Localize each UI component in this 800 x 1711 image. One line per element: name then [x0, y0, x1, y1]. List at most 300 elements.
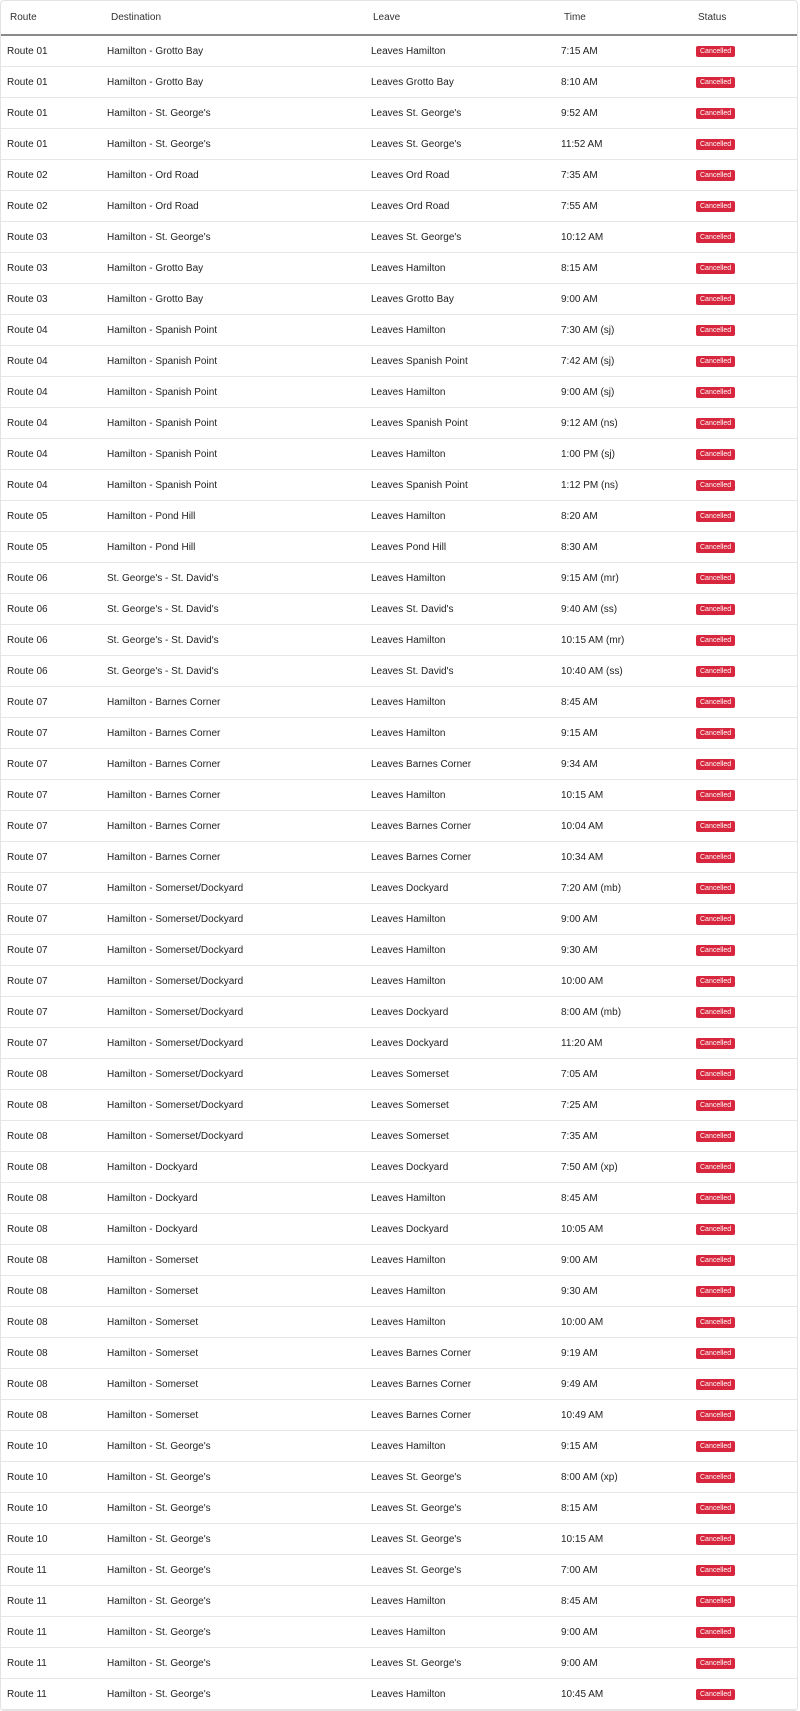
status-badge: Cancelled: [696, 666, 735, 677]
table-header: [1, 1, 797, 35]
status-badge: Cancelled: [696, 1472, 735, 1483]
cell-leave: Leaves Pond Hill: [371, 532, 561, 563]
cell-destination: Hamilton - Somerset/Dockyard: [107, 904, 371, 935]
cell-destination: Hamilton - Dockyard: [107, 1214, 371, 1245]
cell-destination: Hamilton - Somerset: [107, 1369, 371, 1400]
cell-destination: Hamilton - Ord Road: [107, 191, 371, 222]
table-row: [1, 1307, 797, 1338]
cell-route: Route 03: [1, 284, 107, 315]
cell-route: Route 08: [1, 1059, 107, 1090]
cell-time: 9:00 AM: [561, 1648, 696, 1679]
cell-destination: Hamilton - Pond Hill: [107, 501, 371, 532]
cell-status: [696, 1276, 797, 1307]
table-row: [1, 1493, 797, 1524]
cell-time: 10:00 AM: [561, 966, 696, 997]
cell-status: [696, 1555, 797, 1586]
cell-status: [696, 253, 797, 284]
cell-status: [696, 1338, 797, 1369]
cell-route: Route 01: [1, 67, 107, 98]
cell-leave: Leaves Hamilton: [371, 315, 561, 346]
table-row: [1, 749, 797, 780]
table-row: [1, 1152, 797, 1183]
cell-leave: Leaves Barnes Corner: [371, 1369, 561, 1400]
cell-leave: Leaves St. David's: [371, 656, 561, 687]
cell-leave: Leaves St. George's: [371, 129, 561, 160]
table-row: [1, 222, 797, 253]
cell-status: [696, 1183, 797, 1214]
cell-route: Route 08: [1, 1369, 107, 1400]
column-header-leave[interactable]: Leave: [371, 1, 561, 35]
table-row: [1, 532, 797, 563]
cell-status: [696, 1431, 797, 1462]
cell-destination: Hamilton - St. George's: [107, 1617, 371, 1648]
cell-route: Route 01: [1, 35, 107, 67]
cell-leave: Leaves Dockyard: [371, 1152, 561, 1183]
cell-time: 9:00 AM: [561, 904, 696, 935]
status-badge: Cancelled: [696, 697, 735, 708]
cell-leave: Leaves Ord Road: [371, 160, 561, 191]
cell-leave: Leaves Hamilton: [371, 935, 561, 966]
cell-route: Route 07: [1, 966, 107, 997]
table-body: [1, 35, 797, 1710]
cell-time: 9:52 AM: [561, 98, 696, 129]
cell-destination: Hamilton - Somerset/Dockyard: [107, 1059, 371, 1090]
cell-destination: Hamilton - Somerset: [107, 1245, 371, 1276]
cell-leave: Leaves Hamilton: [371, 35, 561, 67]
cell-status: [696, 1028, 797, 1059]
cell-route: Route 08: [1, 1152, 107, 1183]
cell-leave: Leaves Hamilton: [371, 501, 561, 532]
status-badge: Cancelled: [696, 480, 735, 491]
table-row: [1, 594, 797, 625]
table-row: [1, 811, 797, 842]
status-badge: Cancelled: [696, 883, 735, 894]
cell-leave: Leaves Dockyard: [371, 997, 561, 1028]
cell-route: Route 07: [1, 842, 107, 873]
status-badge: Cancelled: [696, 1503, 735, 1514]
cell-route: Route 08: [1, 1276, 107, 1307]
column-header-destination[interactable]: Destination: [107, 1, 371, 35]
cell-destination: Hamilton - Somerset/Dockyard: [107, 966, 371, 997]
cell-status: [696, 67, 797, 98]
table-row: [1, 408, 797, 439]
cell-leave: Leaves St. David's: [371, 594, 561, 625]
cell-destination: Hamilton - Dockyard: [107, 1183, 371, 1214]
status-badge: Cancelled: [696, 1131, 735, 1142]
table-row: [1, 1400, 797, 1431]
cell-status: [696, 470, 797, 501]
table-row: [1, 1462, 797, 1493]
status-badge: Cancelled: [696, 511, 735, 522]
cell-time: 7:05 AM: [561, 1059, 696, 1090]
table-row: [1, 129, 797, 160]
status-badge: Cancelled: [696, 945, 735, 956]
table-row: [1, 966, 797, 997]
status-badge: Cancelled: [696, 1069, 735, 1080]
cell-leave: Leaves St. George's: [371, 1555, 561, 1586]
cell-destination: Hamilton - Spanish Point: [107, 470, 371, 501]
cell-route: Route 03: [1, 253, 107, 284]
cell-time: 10:15 AM: [561, 1524, 696, 1555]
table-row: [1, 377, 797, 408]
cell-status: [696, 222, 797, 253]
cell-leave: Leaves Spanish Point: [371, 346, 561, 377]
cell-status: [696, 625, 797, 656]
table-row: [1, 1369, 797, 1400]
cell-status: [696, 315, 797, 346]
cell-status: [696, 377, 797, 408]
cell-status: [696, 842, 797, 873]
cell-leave: Leaves Spanish Point: [371, 408, 561, 439]
cell-route: Route 07: [1, 935, 107, 966]
cell-destination: Hamilton - Somerset/Dockyard: [107, 1090, 371, 1121]
cell-status: [696, 1369, 797, 1400]
cell-time: 8:00 AM (mb): [561, 997, 696, 1028]
cell-leave: Leaves Hamilton: [371, 253, 561, 284]
cell-destination: Hamilton - Grotto Bay: [107, 35, 371, 67]
table-row: [1, 1090, 797, 1121]
cell-time: 7:42 AM (sj): [561, 346, 696, 377]
cell-leave: Leaves Somerset: [371, 1059, 561, 1090]
status-badge: Cancelled: [696, 1193, 735, 1204]
status-badge: Cancelled: [696, 108, 735, 119]
cell-route: Route 04: [1, 408, 107, 439]
cell-leave: Leaves St. George's: [371, 1524, 561, 1555]
cell-destination: St. George's - St. David's: [107, 563, 371, 594]
cell-destination: Hamilton - Barnes Corner: [107, 780, 371, 811]
cell-route: Route 02: [1, 191, 107, 222]
status-badge: Cancelled: [696, 542, 735, 553]
cell-route: Route 01: [1, 129, 107, 160]
status-badge: Cancelled: [696, 1348, 735, 1359]
status-badge: Cancelled: [696, 170, 735, 181]
status-badge: Cancelled: [696, 1441, 735, 1452]
cell-time: 9:00 AM: [561, 284, 696, 315]
table-row: [1, 1121, 797, 1152]
status-badge: Cancelled: [696, 759, 735, 770]
cell-leave: Leaves Grotto Bay: [371, 284, 561, 315]
cell-leave: Leaves Hamilton: [371, 563, 561, 594]
cell-status: [696, 1679, 797, 1710]
table-row: [1, 160, 797, 191]
cell-leave: Leaves Spanish Point: [371, 470, 561, 501]
cell-status: [696, 1648, 797, 1679]
cell-status: [696, 1307, 797, 1338]
status-badge: Cancelled: [696, 1007, 735, 1018]
status-badge: Cancelled: [696, 77, 735, 88]
status-badge: Cancelled: [696, 263, 735, 274]
cell-leave: Leaves St. George's: [371, 98, 561, 129]
cell-leave: Leaves St. George's: [371, 1493, 561, 1524]
cell-status: [696, 98, 797, 129]
status-badge: Cancelled: [696, 139, 735, 150]
status-badge: Cancelled: [696, 790, 735, 801]
cell-time: 7:20 AM (mb): [561, 873, 696, 904]
cell-time: 8:45 AM: [561, 1586, 696, 1617]
cell-status: [696, 1586, 797, 1617]
cell-time: 8:15 AM: [561, 253, 696, 284]
cell-status: [696, 1400, 797, 1431]
status-badge: Cancelled: [696, 1100, 735, 1111]
cell-status: [696, 718, 797, 749]
table-row: [1, 1276, 797, 1307]
cell-destination: Hamilton - Grotto Bay: [107, 67, 371, 98]
cell-leave: Leaves Dockyard: [371, 1214, 561, 1245]
table-row: [1, 625, 797, 656]
cell-status: [696, 1524, 797, 1555]
status-badge: Cancelled: [696, 1534, 735, 1545]
cell-status: [696, 904, 797, 935]
cell-route: Route 04: [1, 439, 107, 470]
table-row: [1, 718, 797, 749]
status-badge: Cancelled: [696, 914, 735, 925]
cell-destination: Hamilton - Spanish Point: [107, 439, 371, 470]
cell-destination: Hamilton - St. George's: [107, 1555, 371, 1586]
cell-time: 10:12 AM: [561, 222, 696, 253]
cell-time: 7:15 AM: [561, 35, 696, 67]
table-row: [1, 563, 797, 594]
table-row: [1, 780, 797, 811]
cell-status: [696, 501, 797, 532]
status-badge: Cancelled: [696, 1255, 735, 1266]
status-badge: Cancelled: [696, 1286, 735, 1297]
cell-route: Route 07: [1, 780, 107, 811]
cell-route: Route 07: [1, 749, 107, 780]
status-badge: Cancelled: [696, 1317, 735, 1328]
cell-destination: Hamilton - Barnes Corner: [107, 811, 371, 842]
cell-time: 7:25 AM: [561, 1090, 696, 1121]
cell-time: 8:30 AM: [561, 532, 696, 563]
cell-route: Route 11: [1, 1555, 107, 1586]
cell-route: Route 10: [1, 1462, 107, 1493]
table-row: [1, 98, 797, 129]
cell-status: [696, 966, 797, 997]
cell-time: 10:45 AM: [561, 1679, 696, 1710]
cell-destination: Hamilton - Ord Road: [107, 160, 371, 191]
cell-time: 7:30 AM (sj): [561, 315, 696, 346]
table-row: [1, 687, 797, 718]
column-header-status[interactable]: Status: [696, 1, 797, 35]
cell-leave: Leaves Hamilton: [371, 904, 561, 935]
cell-time: 9:19 AM: [561, 1338, 696, 1369]
cell-destination: Hamilton - Somerset: [107, 1307, 371, 1338]
cell-destination: Hamilton - St. George's: [107, 222, 371, 253]
cell-time: 8:20 AM: [561, 501, 696, 532]
status-badge: Cancelled: [696, 1410, 735, 1421]
cell-route: Route 08: [1, 1307, 107, 1338]
cell-destination: Hamilton - Somerset/Dockyard: [107, 935, 371, 966]
cell-status: [696, 1214, 797, 1245]
status-badge: Cancelled: [696, 201, 735, 212]
cell-time: 9:15 AM (mr): [561, 563, 696, 594]
cell-leave: Leaves Hamilton: [371, 1679, 561, 1710]
table-row: [1, 439, 797, 470]
cell-status: [696, 563, 797, 594]
cell-route: Route 04: [1, 315, 107, 346]
cell-destination: Hamilton - Somerset/Dockyard: [107, 873, 371, 904]
cell-destination: Hamilton - Barnes Corner: [107, 842, 371, 873]
cell-leave: Leaves Hamilton: [371, 966, 561, 997]
cell-destination: Hamilton - Somerset/Dockyard: [107, 1028, 371, 1059]
cell-destination: Hamilton - Somerset/Dockyard: [107, 997, 371, 1028]
cell-route: Route 05: [1, 532, 107, 563]
cell-leave: Leaves Dockyard: [371, 873, 561, 904]
cell-route: Route 04: [1, 346, 107, 377]
status-badge: Cancelled: [696, 821, 735, 832]
cell-time: 10:34 AM: [561, 842, 696, 873]
status-badge: Cancelled: [696, 387, 735, 398]
cell-route: Route 06: [1, 563, 107, 594]
status-badge: Cancelled: [696, 573, 735, 584]
cell-route: Route 02: [1, 160, 107, 191]
cell-leave: Leaves Hamilton: [371, 1431, 561, 1462]
cell-route: Route 07: [1, 1028, 107, 1059]
cell-status: [696, 687, 797, 718]
status-badge: Cancelled: [696, 232, 735, 243]
cell-route: Route 11: [1, 1586, 107, 1617]
cell-destination: Hamilton - Spanish Point: [107, 408, 371, 439]
cell-time: 9:00 AM (sj): [561, 377, 696, 408]
cell-leave: Leaves Hamilton: [371, 718, 561, 749]
cell-time: 10:04 AM: [561, 811, 696, 842]
cell-route: Route 07: [1, 687, 107, 718]
cell-time: 10:05 AM: [561, 1214, 696, 1245]
table-header-row: [1, 1, 797, 35]
cell-destination: Hamilton - St. George's: [107, 1679, 371, 1710]
cell-status: [696, 160, 797, 191]
cell-time: 11:52 AM: [561, 129, 696, 160]
cell-status: [696, 129, 797, 160]
table-row: [1, 1524, 797, 1555]
status-badge: Cancelled: [696, 325, 735, 336]
cell-route: Route 08: [1, 1214, 107, 1245]
status-badge: Cancelled: [696, 418, 735, 429]
cell-time: 9:00 AM: [561, 1617, 696, 1648]
column-header-route[interactable]: Route: [1, 1, 107, 35]
cell-leave: Leaves Hamilton: [371, 1307, 561, 1338]
status-badge: Cancelled: [696, 604, 735, 615]
status-badge: Cancelled: [696, 728, 735, 739]
cell-time: 9:30 AM: [561, 935, 696, 966]
column-header-time[interactable]: Time: [561, 1, 696, 35]
cell-leave: Leaves St. George's: [371, 1648, 561, 1679]
cell-route: Route 08: [1, 1183, 107, 1214]
cell-route: Route 08: [1, 1400, 107, 1431]
cell-destination: Hamilton - Barnes Corner: [107, 687, 371, 718]
cell-time: 9:12 AM (ns): [561, 408, 696, 439]
table-row: [1, 67, 797, 98]
cell-status: [696, 191, 797, 222]
status-badge: Cancelled: [696, 1038, 735, 1049]
cell-time: 1:12 PM (ns): [561, 470, 696, 501]
status-badge: Cancelled: [696, 1379, 735, 1390]
cell-route: Route 01: [1, 98, 107, 129]
cell-route: Route 06: [1, 594, 107, 625]
table-row: [1, 1028, 797, 1059]
cell-time: 9:15 AM: [561, 1431, 696, 1462]
cell-destination: Hamilton - St. George's: [107, 1431, 371, 1462]
cell-leave: Leaves Barnes Corner: [371, 749, 561, 780]
cell-route: Route 04: [1, 470, 107, 501]
table-row: [1, 1214, 797, 1245]
cell-status: [696, 749, 797, 780]
cell-destination: Hamilton - Spanish Point: [107, 315, 371, 346]
table-row: [1, 191, 797, 222]
cell-status: [696, 997, 797, 1028]
cell-route: Route 10: [1, 1493, 107, 1524]
cell-route: Route 03: [1, 222, 107, 253]
table-row: [1, 1617, 797, 1648]
cell-status: [696, 780, 797, 811]
cell-leave: Leaves Hamilton: [371, 1276, 561, 1307]
cell-route: Route 11: [1, 1679, 107, 1710]
status-badge: Cancelled: [696, 1627, 735, 1638]
status-badge: Cancelled: [696, 1565, 735, 1576]
cell-destination: Hamilton - Barnes Corner: [107, 718, 371, 749]
cell-destination: Hamilton - St. George's: [107, 1648, 371, 1679]
cell-route: Route 07: [1, 997, 107, 1028]
cell-destination: St. George's - St. David's: [107, 594, 371, 625]
status-badge: Cancelled: [696, 976, 735, 987]
cell-destination: Hamilton - Somerset: [107, 1400, 371, 1431]
cell-leave: Leaves Barnes Corner: [371, 1338, 561, 1369]
cell-leave: Leaves Barnes Corner: [371, 811, 561, 842]
cell-destination: St. George's - St. David's: [107, 656, 371, 687]
cell-leave: Leaves Hamilton: [371, 377, 561, 408]
cell-leave: Leaves Ord Road: [371, 191, 561, 222]
cell-time: 10:40 AM (ss): [561, 656, 696, 687]
table-row: [1, 470, 797, 501]
status-badge: Cancelled: [696, 356, 735, 367]
table-row: [1, 997, 797, 1028]
cell-time: 10:15 AM: [561, 780, 696, 811]
status-badge: Cancelled: [696, 1162, 735, 1173]
table-row: [1, 904, 797, 935]
cell-status: [696, 532, 797, 563]
cell-destination: Hamilton - Spanish Point: [107, 377, 371, 408]
status-badge: Cancelled: [696, 1689, 735, 1700]
cell-time: 9:00 AM: [561, 1245, 696, 1276]
cell-destination: Hamilton - Grotto Bay: [107, 253, 371, 284]
cell-time: 8:45 AM: [561, 1183, 696, 1214]
table-row: [1, 842, 797, 873]
cell-time: 1:00 PM (sj): [561, 439, 696, 470]
cell-time: 9:49 AM: [561, 1369, 696, 1400]
cell-destination: Hamilton - Barnes Corner: [107, 749, 371, 780]
cell-destination: Hamilton - St. George's: [107, 1524, 371, 1555]
cell-status: [696, 439, 797, 470]
cell-leave: Leaves Hamilton: [371, 1617, 561, 1648]
cell-time: 9:40 AM (ss): [561, 594, 696, 625]
cell-destination: Hamilton - St. George's: [107, 1586, 371, 1617]
cell-status: [696, 811, 797, 842]
cell-route: Route 10: [1, 1431, 107, 1462]
cell-route: Route 07: [1, 718, 107, 749]
status-badge: Cancelled: [696, 1224, 735, 1235]
cell-leave: Leaves Barnes Corner: [371, 842, 561, 873]
cell-destination: Hamilton - Pond Hill: [107, 532, 371, 563]
cell-status: [696, 935, 797, 966]
table-row: [1, 1245, 797, 1276]
cancelled-trips-table: [1, 1, 797, 1710]
cell-time: 7:50 AM (xp): [561, 1152, 696, 1183]
cell-status: [696, 1617, 797, 1648]
cell-time: 10:00 AM: [561, 1307, 696, 1338]
cell-status: [696, 873, 797, 904]
table-row: [1, 346, 797, 377]
table-row: [1, 315, 797, 346]
cell-route: Route 04: [1, 377, 107, 408]
